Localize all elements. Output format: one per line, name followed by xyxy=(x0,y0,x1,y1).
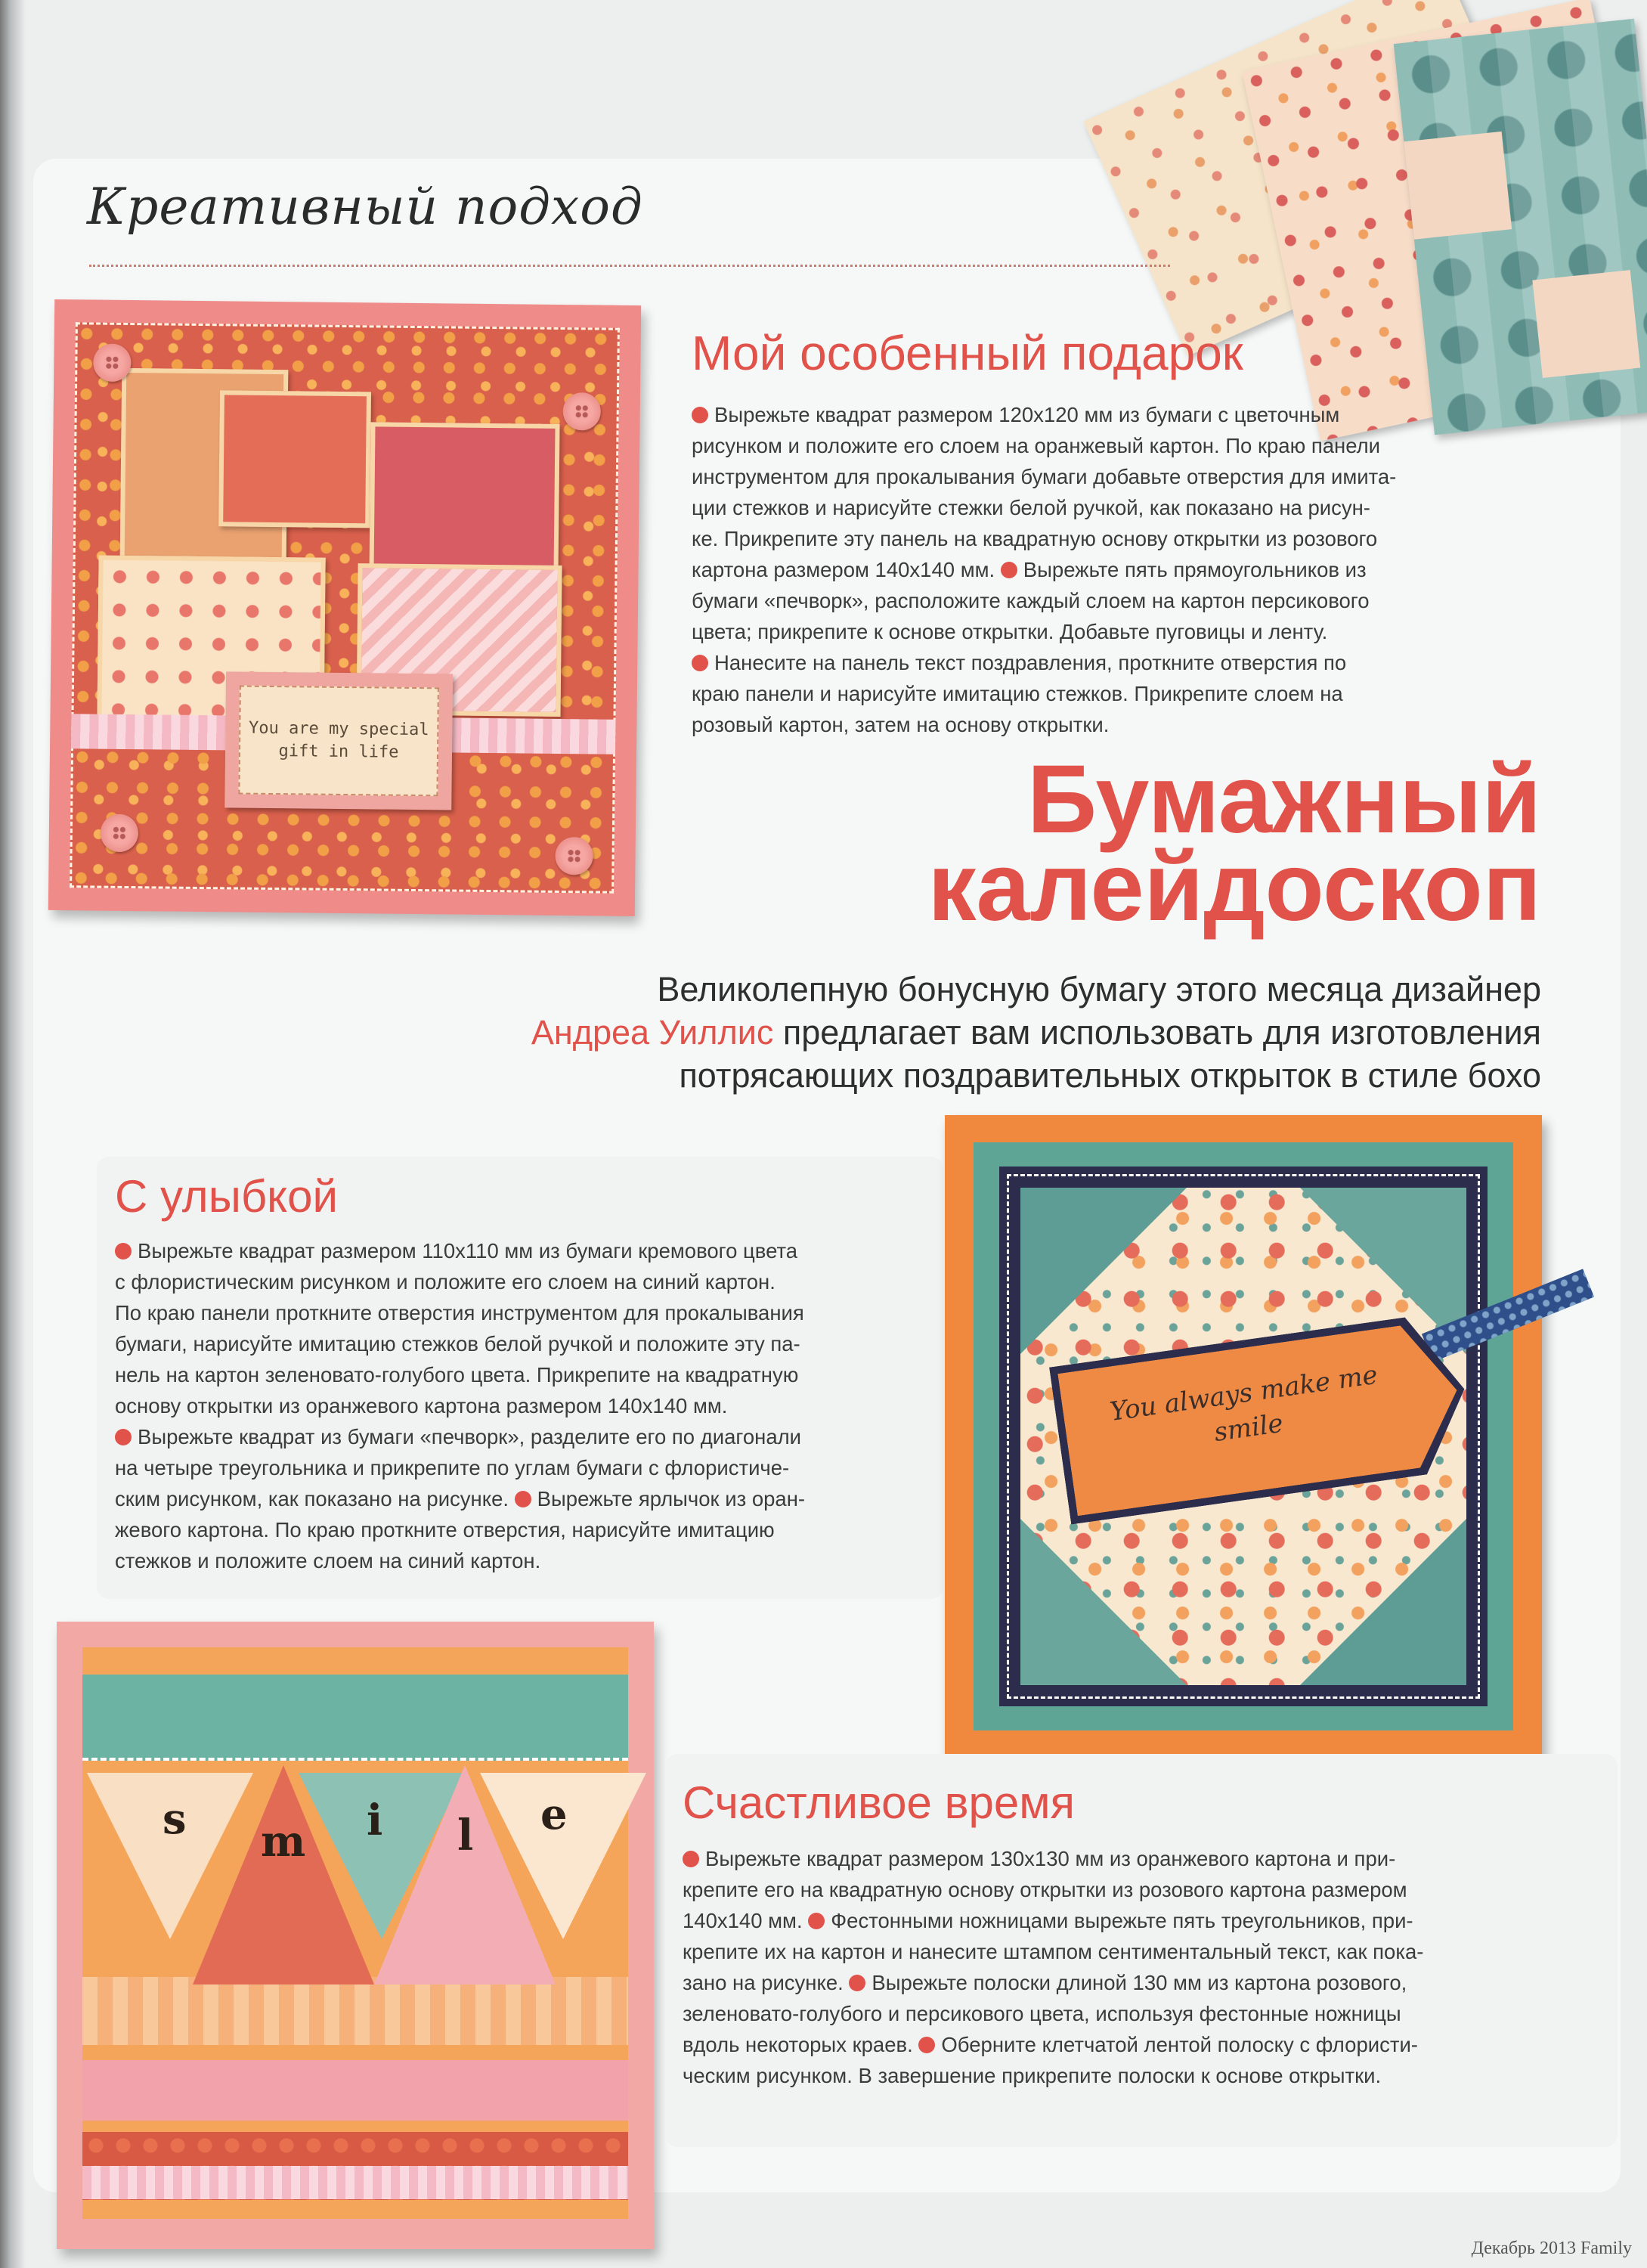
paper-patch xyxy=(1404,132,1512,240)
sentiment-tag xyxy=(224,671,453,810)
patchwork-rect xyxy=(218,390,371,528)
peach-strip xyxy=(82,1977,628,2045)
paper-patch xyxy=(1532,270,1640,378)
article-headline: Бумажный калейдоскоп xyxy=(927,745,1541,941)
bunting-letter: m xyxy=(261,1817,306,1867)
button-icon xyxy=(562,392,601,431)
bullet-dot xyxy=(692,655,708,671)
bullet-dot xyxy=(849,1975,865,1991)
patchwork-rect xyxy=(369,422,559,575)
patterned-paper-3 xyxy=(1394,19,1647,435)
bullet-dot xyxy=(918,2037,935,2053)
page-footer: Декабрь 2013 Family xyxy=(1471,2239,1632,2258)
corner-triangle xyxy=(1020,1188,1187,1354)
section-title: Счастливое время xyxy=(683,1777,1075,1828)
bullet-dot xyxy=(1001,562,1017,578)
bullet-dot xyxy=(692,407,708,423)
gingham-ribbon xyxy=(82,2166,628,2199)
card-smile-bunting xyxy=(57,1622,654,2249)
bullet-dot xyxy=(683,1851,699,1867)
author-name: Андреа Уиллис xyxy=(531,1013,774,1052)
section-label: Креативный подход xyxy=(87,178,643,236)
corner-triangle xyxy=(1020,1519,1187,1685)
button-icon xyxy=(101,814,139,853)
sentiment-text: You are my special gift in life xyxy=(238,686,438,797)
bunting-letter: s xyxy=(163,1794,187,1844)
tag-sentiment: You always make me smile xyxy=(1107,1359,1380,1448)
bullet-dot xyxy=(808,1913,825,1929)
button-icon xyxy=(93,344,132,383)
page-binding-shadow xyxy=(0,0,26,2268)
section-title: Мой особенный подарок xyxy=(692,326,1243,380)
bullet-dot xyxy=(115,1429,132,1445)
bullet-dot xyxy=(515,1491,531,1507)
bunting-letter: i xyxy=(367,1796,383,1845)
card-special-gift xyxy=(48,299,641,916)
section-body: Вырежьте квадрат размером 120х120 мм из бумаги с цветочным рисунком и положите его слоем на оранжевый картон. По краю панели инструментом для прокалывания бумаги добавьте отверстия для имита- ции стежков и нарисуйте стежки белой ручкой, как показано на рисун- ке. Прикрепите эту панель на квадратную основу открытки из розового картона размером 140х140 мм. Вырежьте пять прямоугольников из бумаги «печворк», расположите каждый слоем на картон персикового цвета; прикрепите к основе открытки. Добавьте пуговицы и ленту. Нанесите на панель текст поздравления, проткните отверстия по краю панели и нарисуйте имитацию стежков. Прикрепите слоем на розовый картон, затем на основу открытки. xyxy=(692,403,1397,736)
section-title: С улыбкой xyxy=(115,1171,338,1222)
bunting-letter: l xyxy=(457,1811,474,1861)
bunting-letter: e xyxy=(540,1789,568,1839)
teal-strip xyxy=(82,1675,628,1761)
section-body: Вырежьте квадрат размером 130х130 мм из оранжевого картона и при- крепите его на квадратную основу открытки из розового картона размером 140х140 мм. Фестонными ножницами вырежьте пять треугольников, при- крепите их на картон и нанесите штампом сентиментальный текст, как пока- зано на рисунке. Вырежьте полоски длиной 130 мм из картона розового, зеленовато-голубого и персикового цвета, используя фестонные ножницы вдоль некоторых краев. Оберните клетчатой лентой полоску с флористи- ческим рисунком. В завершение прикрепите полоски к основе открытки. xyxy=(683,1847,1424,2087)
section-body: Вырежьте квадрат размером 110х110 мм из бумаги кремового цвета с флористическим рисунком и положите его слоем на синий картон. По краю панели проткните отверстия инструментом для прокалывания бумаги, нарисуйте имитацию стежков белой ручкой и положите эту па- нель на картон зеленовато-голубого цвета. Прикрепите на квадратную основу открытки из оранжевого картона размером 140х140 мм. Вырежьте квадрат из бумаги «печворк», разделите его по диагонали на четыре треугольника и прикрепите по углам бумаги с флористиче- ским рисунком, как показано на рисунке. Вырежьте ярлычок из оран- жевого картона. По краю проткните отверстия, нарисуйте имитацию стежков и положите слоем на синий картон. xyxy=(115,1239,806,1572)
article-intro: Великолепную бонусную бумагу этого месяца дизайнер Андреа Уиллис предлагает вам использовать для изготовления потрясающих поздравительных открыток в стиле бохо xyxy=(531,970,1541,1095)
button-icon xyxy=(555,837,593,875)
pink-strip xyxy=(82,2060,628,2121)
dotted-divider xyxy=(89,265,1170,267)
corner-triangle xyxy=(1300,1519,1466,1685)
bullet-dot xyxy=(115,1243,132,1259)
